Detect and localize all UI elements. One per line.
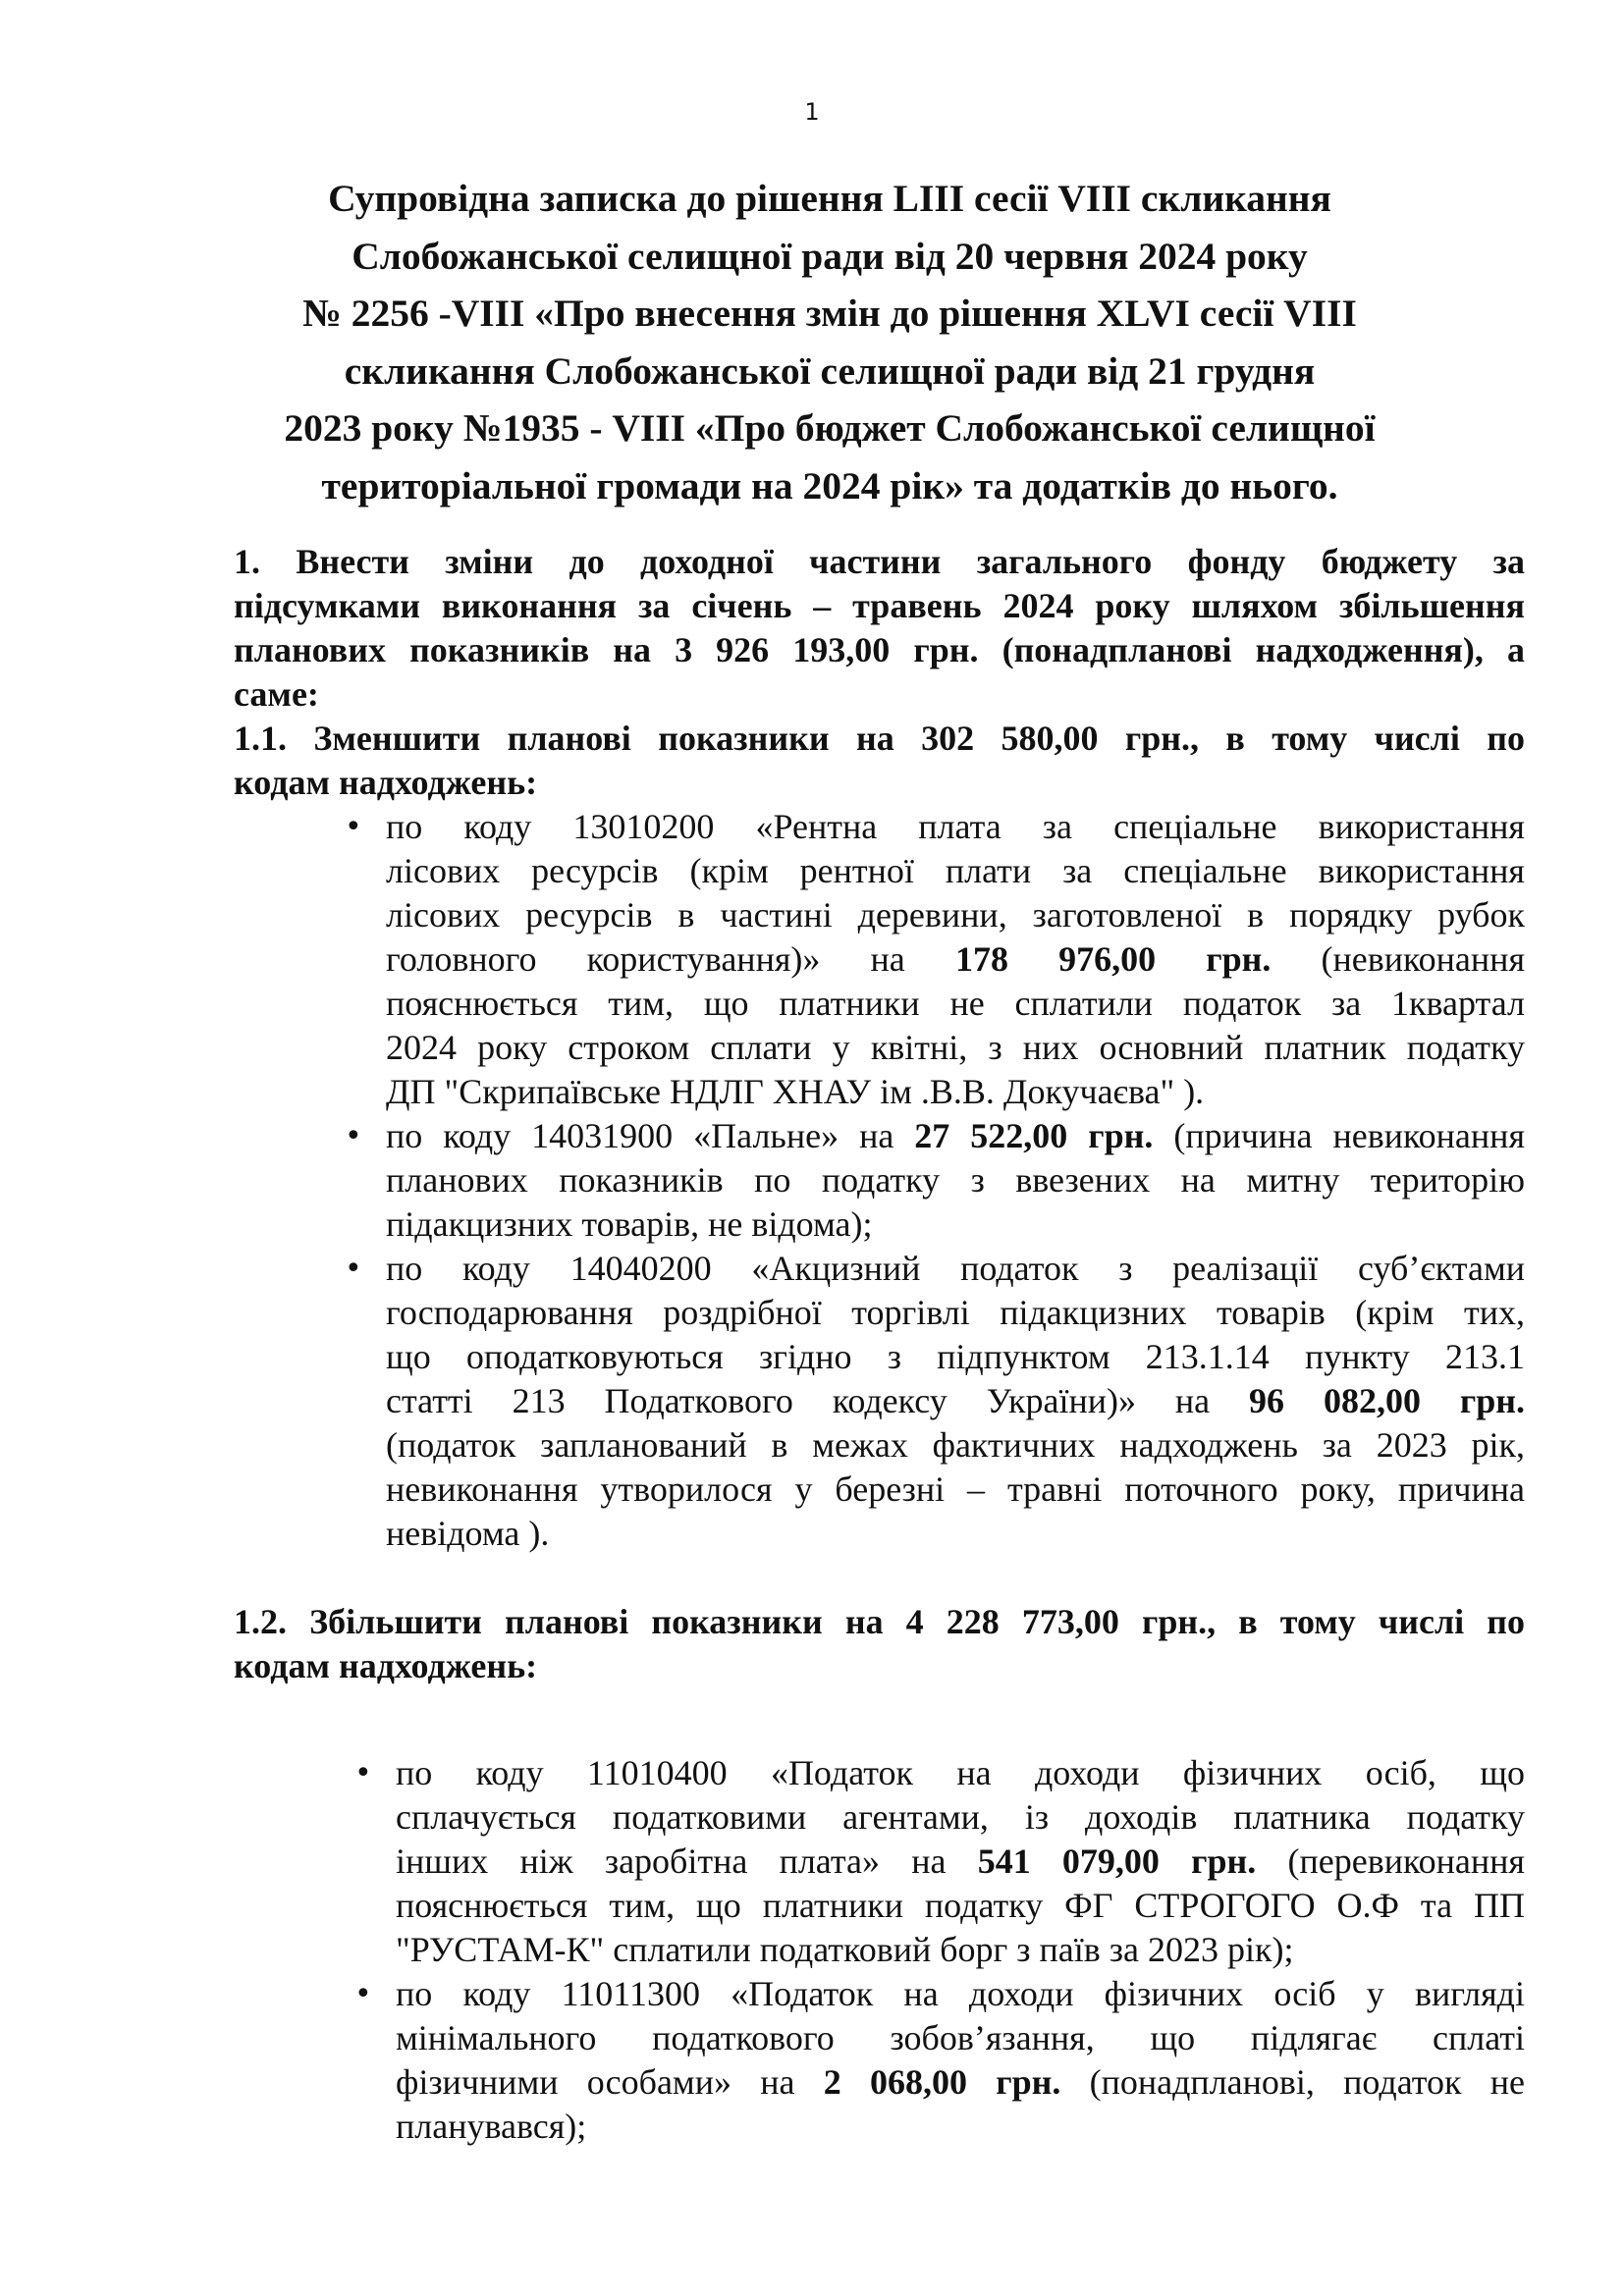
text-line: • по коду 13010200 «Рентна плата за спеціальне використання: [386, 807, 1525, 846]
text-line: 2024 року строком сплати у квітні, з них основний платник податку: [386, 1028, 1525, 1067]
text-line: [396, 1840, 1525, 1884]
text-line: що оподатковуються згідно з підпунктом 213.1.14 пункту 213.1: [386, 1337, 1525, 1376]
amount: 96 082,00 грн.: [1249, 1381, 1525, 1420]
text-line: 1.1. Зменшити планові показники на 302 580,00 грн., в тому числі по: [234, 719, 1525, 758]
text-line: лісових ресурсів (крім рентної плати за спеціальне використання: [386, 851, 1525, 890]
text-fragment: головного користування)» на: [386, 939, 955, 979]
text-line: (податок запланований в межах фактичних надходжень за 2023 рік,: [386, 1425, 1525, 1465]
title-line: Супровідна записка до рішення LIII сесії VIII скликання: [328, 177, 1331, 220]
list-item-11010400: [396, 1751, 1525, 1972]
amount: 2 068,00 грн.: [823, 2062, 1061, 2102]
amount: 178 976,00 грн.: [954, 939, 1272, 979]
text-line: 1.2. Збільшити планові показники на 4 228 773,00 грн., в тому числі по: [234, 1602, 1525, 1641]
text-line: планових показників по податку з ввезених на митну територію: [386, 1160, 1525, 1200]
text-line: кодам надходжень:: [234, 1646, 538, 1685]
title-line: скликання Слобожанської селищної ради від 21 грудня: [344, 348, 1316, 393]
section-1-paragraph: [234, 540, 1525, 717]
text-fragment: (причина невиконання: [1153, 1116, 1525, 1155]
text-line: "РУСТАМ-К" сплатили податковий борг з паїв за 2023 рік);: [396, 1930, 1294, 1969]
decrease-items-list: [234, 805, 1525, 1556]
title-line: територіальної громади на 2024 рік» та додатків до нього.: [321, 463, 1338, 507]
title-line: 2023 року №1935 - VIII «Про бюджет Слобожанської селищної: [284, 406, 1376, 450]
text-line: [386, 937, 1525, 982]
page-number: 1: [804, 98, 820, 126]
text-line: господарювання роздрібної торгівлі підакцизних товарів (крім тих,: [386, 1293, 1525, 1332]
text-line: саме:: [234, 674, 319, 714]
text-fragment: (перевиконання: [1256, 1842, 1525, 1881]
spacer: [234, 1556, 1525, 1600]
document-body: [234, 540, 1525, 2149]
amount: 541 079,00 грн.: [977, 1842, 1257, 1881]
text-line: лісових ресурсів в частині деревини, заготовленої в порядку рубок: [386, 895, 1525, 934]
text-line: мінімального податкового зобов’язання, що підлягає сплаті: [396, 2018, 1525, 2057]
list-item-13010200: [386, 805, 1525, 1114]
text-line: [386, 1379, 1525, 1423]
list-item-11011300: [396, 1972, 1525, 2149]
text-line: підсумками виконання за січень – травень 2024 року шляхом збільшення: [234, 586, 1525, 625]
text-fragment: статті 213 Податкового кодексу України)» на: [386, 1381, 1250, 1420]
text-line: пояснюється тим, що платники податку ФГ СТРОГОГО О.Ф та ПП: [396, 1886, 1525, 1925]
text-line: • по коду 14040200 «Акцизний податок з реалізації суб’єктами: [386, 1249, 1525, 1288]
text-line: невиконання утворилося у березні – травні поточного року, причина: [386, 1469, 1525, 1509]
text-line: • по коду 11010400 «Податок на доходи фізичних осіб, що: [396, 1753, 1525, 1792]
title-line: Слобожанської селищної ради від 20 червня 2024 року: [352, 234, 1308, 278]
title-line: № 2256 -VIII «Про внесення змін до рішення XLVI сесії VIII: [302, 292, 1357, 335]
text-line: планувався);: [396, 2107, 587, 2146]
text-line: підакцизних товарів, не відома);: [386, 1204, 873, 1244]
spacer: [234, 1688, 1525, 1751]
increase-items-list: [234, 1751, 1525, 2149]
list-item-14031900: [386, 1114, 1525, 1247]
text-fragment: (невиконання: [1271, 939, 1525, 979]
text-line: [396, 2060, 1525, 2105]
text-line: планових показників на 3 926 193,00 грн. (понадпланові надходження), а: [234, 630, 1525, 669]
section-1-1-paragraph: [234, 717, 1525, 805]
text-line: невідома ).: [386, 1514, 550, 1553]
text-line: ДП "Скрипаївське НДЛГ ХНАУ ім .В.В. Докучаєва" ).: [386, 1072, 1205, 1111]
text-line: • по коду 11011300 «Податок на доходи фізичних осіб у вигляді: [396, 1974, 1525, 2013]
text-line: 1. Внести зміни до доходної частини загального фонду бюджету за: [234, 542, 1525, 581]
text-fragment: (понадпланові, податок не: [1060, 2062, 1525, 2102]
text-fragment: фізичними особами» на: [396, 2062, 824, 2102]
text-fragment: по коду 14031900 «Пальне» на: [386, 1116, 915, 1155]
text-line: кодам надходжень:: [234, 763, 538, 802]
text-line: сплачується податковими агентами, із доходів платника податку: [396, 1797, 1525, 1837]
document-title: [226, 170, 1434, 514]
section-1-2-paragraph: [234, 1600, 1525, 1688]
text-fragment: інших ніж заробітна плата» на: [396, 1842, 978, 1881]
text-line: [386, 1114, 1525, 1158]
amount: 27 522,00 грн.: [914, 1116, 1154, 1155]
list-item-14040200: [386, 1247, 1525, 1556]
text-line: пояснюється тим, що платники не сплатили податок за 1квартал: [386, 984, 1525, 1023]
